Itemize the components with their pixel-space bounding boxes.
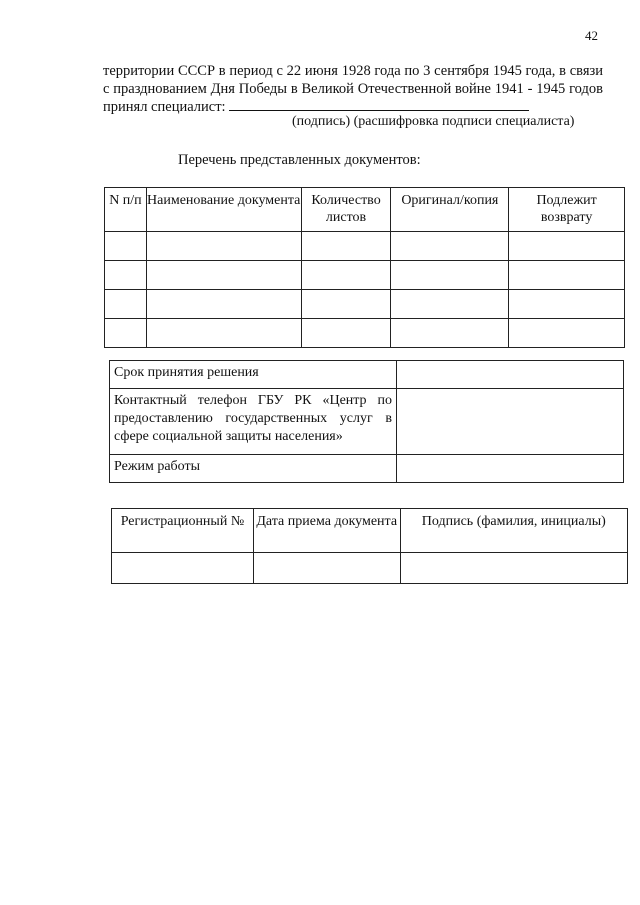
table-cell[interactable]	[301, 232, 391, 261]
decision-deadline-value[interactable]	[397, 361, 624, 389]
table-cell[interactable]	[391, 319, 509, 348]
documents-table-header	[105, 188, 625, 232]
documents-table	[104, 187, 625, 348]
registration-table	[111, 508, 628, 584]
table-row	[110, 389, 624, 455]
table-cell[interactable]	[509, 232, 625, 261]
header-document-name: Наименование документа	[146, 188, 301, 232]
header-registration-number: Регистрационный №	[112, 509, 254, 553]
table-row	[110, 361, 624, 389]
header-receipt-date: Дата приема документа	[253, 509, 400, 553]
header-to-return: Подлежит возврату	[509, 188, 625, 232]
table-cell[interactable]	[391, 290, 509, 319]
table-row	[112, 553, 628, 584]
table-cell[interactable]	[146, 290, 301, 319]
signature-line	[229, 98, 529, 111]
table-cell[interactable]	[253, 553, 400, 584]
table-row	[105, 290, 625, 319]
table-cell[interactable]	[105, 261, 147, 290]
table-cell[interactable]	[112, 553, 254, 584]
intro-paragraph	[103, 62, 603, 116]
table-row	[105, 232, 625, 261]
contact-phone-label: Контактный телефон ГБУ РК «Центр по предоставлению государственных услуг в сфере социальной защиты населения»	[110, 389, 397, 455]
table-cell[interactable]	[105, 319, 147, 348]
work-schedule-label: Режим работы	[110, 455, 397, 483]
header-sheet-count: Количество листов	[301, 188, 391, 232]
header-number: N п/п	[105, 188, 147, 232]
table-cell[interactable]	[391, 232, 509, 261]
intro-paragraph-text: территории СССР в период с 22 июня 1928 года по 3 сентября 1945 года, в связи с празднованием Дня Победы в Великой Отечественной войне 1941 - 1945 годов принял специалист:	[103, 63, 603, 115]
table-cell[interactable]	[391, 261, 509, 290]
signature-caption: (подпись) (расшифровка подписи специалиста)	[292, 114, 575, 129]
table-cell[interactable]	[301, 261, 391, 290]
table-cell[interactable]	[105, 232, 147, 261]
contact-phone-value[interactable]	[397, 389, 624, 455]
table-cell[interactable]	[146, 232, 301, 261]
table-cell[interactable]	[146, 261, 301, 290]
table-cell[interactable]	[301, 319, 391, 348]
table-row	[110, 455, 624, 483]
info-table	[109, 360, 624, 483]
decision-deadline-label: Срок принятия решения	[110, 361, 397, 389]
page-number: 42	[585, 28, 598, 43]
work-schedule-value[interactable]	[397, 455, 624, 483]
table-cell[interactable]	[301, 290, 391, 319]
table-cell[interactable]	[509, 261, 625, 290]
documents-list-title: Перечень представленных документов:	[178, 152, 421, 168]
table-cell[interactable]	[146, 319, 301, 348]
registration-table-header	[112, 509, 628, 553]
table-cell[interactable]	[105, 290, 147, 319]
table-cell[interactable]	[400, 553, 627, 584]
header-signature: Подпись (фамилия, инициалы)	[400, 509, 627, 553]
table-row	[105, 319, 625, 348]
table-cell[interactable]	[509, 290, 625, 319]
table-cell[interactable]	[509, 319, 625, 348]
table-row	[105, 261, 625, 290]
header-original-copy: Оригинал/копия	[391, 188, 509, 232]
